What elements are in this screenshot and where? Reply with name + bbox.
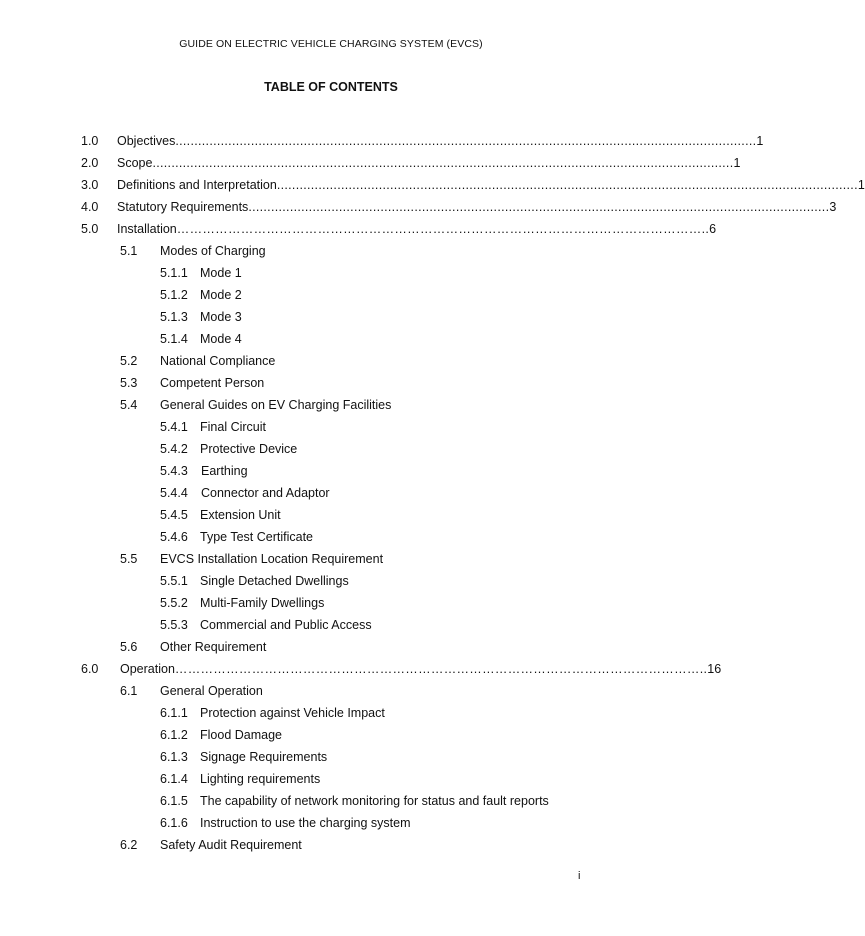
entry-title: Mode 4 [200,332,242,346]
entry-title: Statutory Requirements [117,200,249,214]
entry-page: 1 [756,134,764,148]
entry-title: General Operation [160,684,263,698]
dot-leader: .......................................................................................................................................................... [248,200,830,214]
entry-number: 6.1.4 [160,772,188,786]
toc-entry-definitions[interactable] [81,176,865,194]
entry-number: 3.0 [81,178,99,192]
entry-number: 6.1.5 [160,794,188,808]
entry-title: Competent Person [160,376,265,390]
entry-number: 5.5.1 [160,574,188,588]
entry-title: Instruction to use the charging system [200,816,411,830]
page-title: TABLE OF CONTENTS [264,80,398,94]
entry-number: 6.1.1 [160,706,188,720]
entry-title: Mode 1 [200,266,242,280]
entry-number: 5.5 [120,552,138,566]
entry-title: Earthing [201,464,248,478]
entry-title: Installation [117,222,177,236]
entry-title: Scope [117,156,153,170]
page-number: i [578,870,581,882]
entry-title: Signage Requirements [200,750,328,764]
entry-title: Extension Unit [200,508,281,522]
entry-title: Operation [120,662,175,676]
entry-title: Flood Damage [200,728,282,742]
entry-number: 4.0 [81,200,99,214]
entry-number: 5.4.4 [160,486,188,500]
entry-number: 2.0 [81,156,99,170]
entry-number: 5.3 [120,376,138,390]
entry-number: 5.4.2 [160,442,188,456]
dot-leader: .......................................................................................................................................................... [175,134,757,148]
dot-leader: …………………………………………………………………………………………………………….. [176,222,710,236]
toc-entry-installation[interactable] [81,220,717,238]
entry-number: 6.2 [120,838,138,852]
entry-title: Single Detached Dwellings [200,574,349,588]
entry-number: 6.1.3 [160,750,188,764]
entry-title: Type Test Certificate [200,530,314,544]
entry-number: 5.1.4 [160,332,188,346]
entry-page: 1 [857,178,865,192]
entry-number: 5.4.6 [160,530,188,544]
entry-title: Commercial and Public Access [200,618,372,632]
running-header: GUIDE ON ELECTRIC VEHICLE CHARGING SYSTEM (EVCS) [179,38,483,50]
entry-number: 5.2 [120,354,138,368]
entry-title: Multi-Family Dwellings [200,596,325,610]
entry-number: 5.6 [120,640,138,654]
entry-title: Protection against Vehicle Impact [200,706,385,720]
toc-entry-statutory[interactable] [81,198,837,216]
entry-title: Definitions and Interpretation [117,178,277,192]
entry-title: Modes of Charging [160,244,266,258]
entry-page: 1 [733,156,741,170]
entry-title: EVCS Installation Location Requirement [160,552,384,566]
entry-number: 5.1.2 [160,288,188,302]
entry-number: 5.4.3 [160,464,188,478]
entry-number: 6.1.6 [160,816,188,830]
entry-title: Mode 3 [200,310,242,324]
entry-number: 5.4.5 [160,508,188,522]
entry-title: Objectives [117,134,176,148]
toc-entry-scope[interactable] [81,154,741,172]
entry-number: 5.4 [120,398,138,412]
entry-number: 1.0 [81,134,99,148]
entry-page: 16 [707,662,722,676]
dot-leader: …………………………………………………………………………………………………………….. [174,662,708,676]
entry-title: Lighting requirements [200,772,321,786]
entry-title: Final Circuit [200,420,266,434]
entry-number: 5.1.1 [160,266,188,280]
entry-title: Connector and Adaptor [201,486,330,500]
entry-title: The capability of network monitoring for status and fault reports [200,794,549,808]
entry-title: Mode 2 [200,288,242,302]
entry-number: 5.4.1 [160,420,188,434]
dot-leader: .......................................................................................................................................................... [152,156,734,170]
entry-title: National Compliance [160,354,276,368]
entry-number: 5.0 [81,222,99,236]
entry-number: 6.1 [120,684,138,698]
dot-leader: .......................................................................................................................................................... [276,178,858,192]
toc-entry-objectives[interactable] [81,132,764,150]
entry-title: General Guides on EV Charging Facilities [160,398,392,412]
entry-page: 6 [709,222,717,236]
entry-number: 6.1.2 [160,728,188,742]
toc-entry-operation[interactable] [81,660,722,678]
entry-number: 5.5.3 [160,618,188,632]
entry-number: 6.0 [81,662,99,676]
entry-number: 5.1 [120,244,138,258]
entry-number: 5.5.2 [160,596,188,610]
entry-title: Other Requirement [160,640,267,654]
entry-page: 3 [829,200,837,214]
entry-number: 5.1.3 [160,310,188,324]
entry-title: Protective Device [200,442,298,456]
entry-title: Safety Audit Requirement [160,838,302,852]
